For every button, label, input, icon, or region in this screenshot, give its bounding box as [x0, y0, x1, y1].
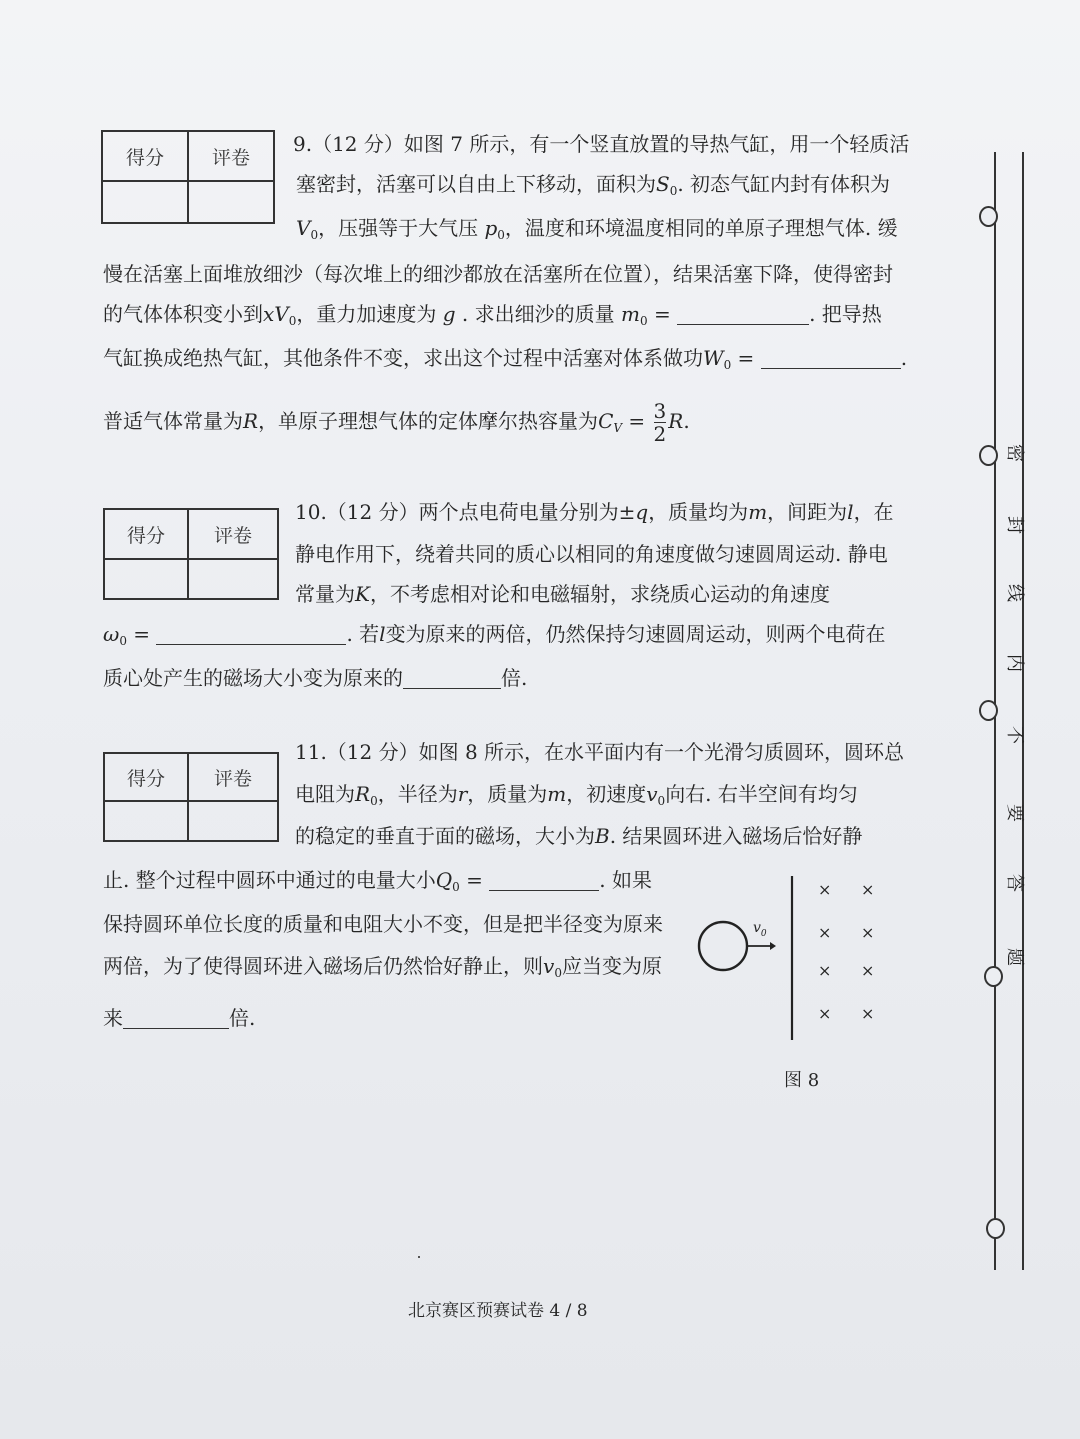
score-cell[interactable]	[104, 559, 188, 599]
score-label: 得分	[104, 509, 188, 559]
grader-label: 评卷	[188, 509, 278, 559]
q10-line5: 质心处产生的磁场大小变为原来的 倍.	[103, 666, 528, 690]
answer-blank-bfield[interactable]	[403, 668, 501, 689]
seal-text-char: 要	[1004, 804, 1025, 822]
ring-circle	[699, 922, 747, 970]
score-cell[interactable]	[102, 181, 188, 223]
seal-text-char: 不	[1004, 726, 1025, 744]
page-footer: 北京赛区预赛试卷 4 / 8	[408, 1301, 588, 1321]
score-box-q11	[103, 752, 279, 842]
seal-text-char: 内	[1004, 654, 1025, 672]
q9-line1: 9.（12 分）如图 7 所示，有一个竖直放置的导热气缸，用一个轻质活	[293, 132, 910, 156]
grader-label: 评卷	[188, 753, 278, 801]
q10-line2: 静电作用下，绕着共同的质心以相同的角速度做匀速圆周运动. 静电	[295, 542, 888, 566]
score-cell[interactable]	[104, 801, 188, 841]
figure-8-label: 图 8	[784, 1070, 820, 1091]
score-label: 得分	[102, 131, 188, 181]
velocity-arrowhead	[770, 942, 776, 950]
field-mark: ×	[818, 880, 832, 899]
seal-text-char: 密	[1004, 444, 1025, 462]
velocity-label: $v_0$	[753, 920, 767, 939]
answer-blank-m0[interactable]	[677, 304, 809, 325]
q10-line4: $\omega_0$ = . 若l变为原来的两倍，仍然保持匀速圆周运动，则两个电荷在	[103, 622, 886, 648]
q9-line4: 慢在活塞上面堆放细沙（每次堆上的细沙都放在活塞所在位置），结果活塞下降，使得密封	[103, 262, 893, 286]
answer-blank-omega0[interactable]	[156, 624, 346, 645]
answer-blank-v0-factor[interactable]	[123, 1008, 229, 1029]
seal-line-right	[1022, 152, 1024, 1270]
q10-line1: 10.（12 分）两个点电荷电量分别为±q，质量均为m，间距为l，在	[295, 500, 894, 524]
field-mark: ×	[818, 923, 832, 942]
q11-line1: 11.（12 分）如图 8 所示，在水平面内有一个光滑匀质圆环，圆环总	[295, 740, 905, 764]
score-label: 得分	[104, 753, 188, 801]
score-box-q10	[103, 508, 279, 600]
page-dot	[418, 1256, 420, 1258]
grader-cell[interactable]	[188, 559, 278, 599]
seal-hole-circle	[979, 700, 998, 721]
grader-cell[interactable]	[188, 181, 274, 223]
q11-line7: 来 倍.	[103, 1006, 256, 1030]
q9-line3: $V_0$，压强等于大气压 $p_0$，温度和环境温度相同的单原子理想气体. 缓	[296, 216, 898, 242]
q11-line3: 的稳定的垂直于面的磁场，大小为B. 结果圆环进入磁场后恰好静	[295, 824, 863, 848]
seal-text-char: 线	[1004, 584, 1025, 602]
q11-line6: 两倍，为了使得圆环进入磁场后仍然恰好静止，则$v_0$应当变为原	[103, 954, 662, 980]
fraction-3-2: $\frac{3}{2}$	[653, 399, 667, 446]
score-box-q9	[101, 130, 275, 224]
q11-line2: 电阻为$R_0$，半径为r，质量为m，初速度$v_0$向右. 右半空间有均匀	[295, 782, 858, 808]
field-mark: ×	[861, 961, 875, 980]
grader-label: 评卷	[188, 131, 274, 181]
seal-hole-circle	[986, 1218, 1005, 1239]
q9-line7: 普适气体常量为R，单原子理想气体的定体摩尔热容量为$C_V$ = $\frac{3}{2}$ R.	[103, 399, 690, 446]
seal-text-char: 封	[1004, 516, 1025, 534]
seal-hole-circle	[984, 966, 1003, 987]
answer-blank-w0[interactable]	[761, 348, 901, 369]
q9-line5: 的气体体积变小到$xV_0$，重力加速度为 g . 求出细沙的质量 $m_0$ = . 把导热	[103, 302, 882, 328]
field-mark: ×	[861, 880, 875, 899]
seal-text-char: 答	[1004, 874, 1025, 892]
q11-line4: 止. 整个过程中圆环中通过的电量大小$Q_0$ = . 如果	[103, 868, 652, 894]
answer-blank-q0[interactable]	[489, 870, 599, 891]
q9-line2: 塞密封，活塞可以自由上下移动，面积为$S_0$. 初态气缸内封有体积为	[296, 172, 891, 198]
seal-text-char: 题	[1004, 948, 1025, 966]
grader-cell[interactable]	[188, 801, 278, 841]
seal-hole-circle	[979, 445, 998, 466]
field-mark: ×	[861, 1004, 875, 1023]
field-mark: ×	[818, 961, 832, 980]
q10-line3: 常量为K，不考虑相对论和电磁辐射，求绕质心运动的角速度	[295, 582, 830, 606]
field-mark: ×	[861, 923, 875, 942]
q9-line6: 气缸换成绝热气缸，其他条件不变，求出这个过程中活塞对体系做功$W_0$ = .	[103, 346, 908, 372]
figure-8-diagram	[690, 870, 890, 1050]
q11-line5: 保持圆环单位长度的质量和电阻大小不变，但是把半径变为原来	[103, 912, 663, 936]
seal-hole-circle	[979, 206, 998, 227]
field-mark: ×	[818, 1004, 832, 1023]
